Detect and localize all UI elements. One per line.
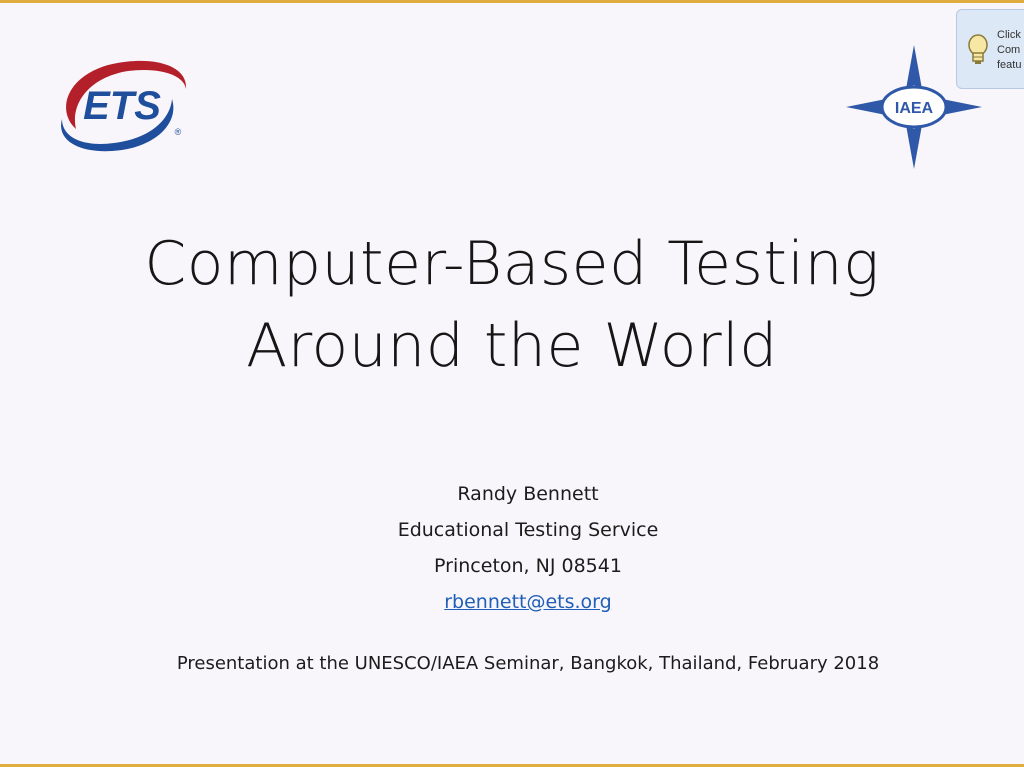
tip-text (997, 28, 1021, 73)
lightbulb-icon (967, 34, 989, 68)
author-name: Randy Bennett (457, 483, 599, 505)
slide-title-line: Around the World (246, 311, 778, 381)
author-email-link[interactable]: rbennett@ets.org (444, 591, 612, 613)
slide-title (0, 223, 1024, 387)
ets-logo-text: ETS (83, 84, 161, 128)
registered-mark: ® (174, 127, 182, 137)
author-location: Princeton, NJ 08541 (434, 555, 622, 577)
tip-popup[interactable] (956, 9, 1024, 89)
presentation-note: Presentation at the UNESCO/IAEA Seminar, Bangkok, Thailand, February 2018 (176, 653, 880, 674)
iaea-logo-text: IAEA (894, 100, 934, 117)
author-organization: Educational Testing Service (397, 519, 659, 541)
tip-line: featu (997, 59, 1022, 71)
tip-line: Click (997, 29, 1021, 41)
tip-line: Com (997, 44, 1021, 56)
slide-title-line: Computer-Based Testing (144, 229, 880, 299)
ets-logo (52, 55, 194, 157)
author-block (0, 476, 1024, 620)
